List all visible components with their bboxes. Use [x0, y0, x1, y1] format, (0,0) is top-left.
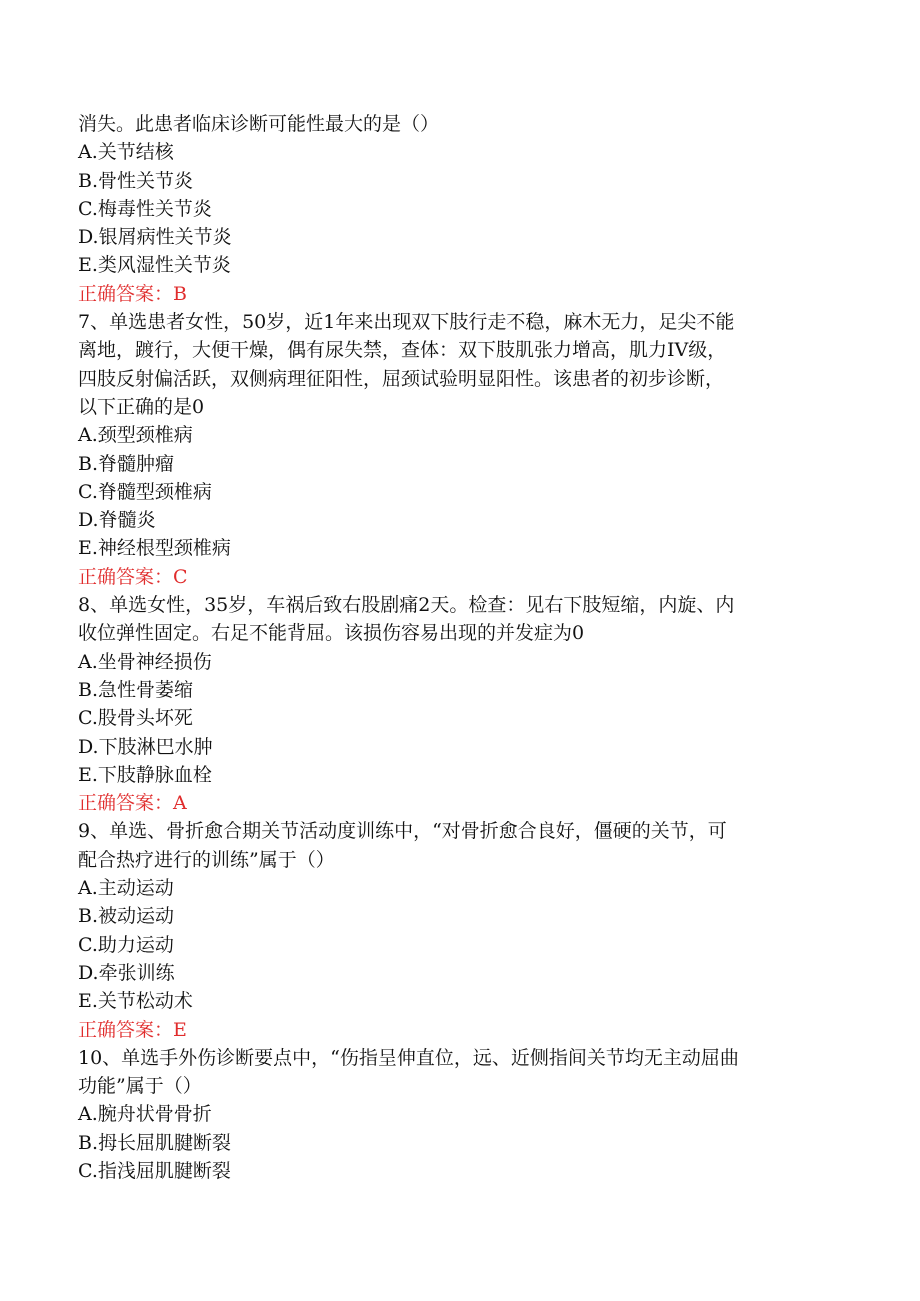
option-a: A.主动运动	[78, 877, 174, 900]
option-e: E.下肢静脉血栓	[78, 763, 212, 786]
option-c: C.梅毒性关节炎	[78, 197, 212, 220]
option-c: C.指浅屈肌腱断裂	[78, 1159, 231, 1182]
option-a: A.颈型颈椎病	[78, 424, 193, 447]
option-c: C.助力运动	[78, 933, 174, 956]
question-10	[78, 1044, 848, 1185]
option-d: D.脊髓炎	[78, 509, 156, 532]
question-text-line: 10、单选手外伤诊断要点中，“伤指呈伸直位，远、近侧指间关节均无主动屈曲	[78, 1046, 739, 1069]
option-a: A.坐骨神经损伤	[78, 650, 212, 673]
question-text-line: 以下正确的是0	[78, 395, 205, 418]
question-text-line: 四肢反射偏活跃，双侧病理征阳性，屈颈试验明显阳性。该患者的初步诊断，	[78, 367, 725, 390]
question-text-line: 7、单选患者女性，50岁，近1年来出现双下肢行走不稳，麻木无力，足尖不能	[78, 311, 735, 334]
question-text-line: 配合热疗进行的训练”属于（）	[78, 848, 335, 871]
question-9	[78, 817, 848, 1043]
question-text-line: 收位弹性固定。右足不能背屈。该损伤容易出现的并发症为0	[78, 622, 585, 645]
correct-answer: 正确答案：A	[78, 792, 187, 815]
option-b: B.骨性关节炎	[78, 169, 194, 192]
question-text-line: 8、单选女性，35岁，车祸后致右股剧痛2天。检查：见右下肢短缩，内旋、内	[78, 594, 735, 617]
document-page	[78, 110, 848, 1185]
option-e: E.关节松动术	[78, 990, 193, 1013]
option-a: A.关节结核	[78, 141, 174, 164]
option-e: E.类风湿性关节炎	[78, 254, 231, 277]
question-7	[78, 308, 848, 591]
question-text-line: 9、单选、骨折愈合期关节活动度训练中，“对骨折愈合良好，僵硬的关节，可	[78, 820, 727, 843]
option-b: B.拇长屈肌腱断裂	[78, 1131, 232, 1154]
option-c: C.股骨头坏死	[78, 707, 193, 730]
correct-answer: 正确答案：B	[78, 282, 187, 305]
option-b: B.急性骨萎缩	[78, 678, 194, 701]
option-e: E.神经根型颈椎病	[78, 537, 231, 560]
question-text-line: 离地，踱行，大便干燥，偶有尿失禁，查体：双下肢肌张力增高，肌力IV级，	[78, 339, 727, 362]
option-d: D.银屑病性关节炎	[78, 226, 232, 249]
question-text-line: 功能”属于（）	[78, 1075, 202, 1098]
question-6-continuation	[78, 110, 848, 308]
question-text: 消失。此患者临床诊断可能性最大的是（）	[78, 113, 440, 135]
question-8	[78, 591, 848, 817]
option-b: B.被动运动	[78, 905, 175, 928]
correct-answer: 正确答案：E	[78, 1018, 187, 1041]
option-a: A.腕舟状骨骨折	[78, 1103, 212, 1126]
option-c: C.脊髓型颈椎病	[78, 480, 212, 503]
option-b: B.脊髓肿瘤	[78, 452, 175, 475]
option-d: D.牵张训练	[78, 961, 175, 984]
correct-answer: 正确答案：C	[78, 565, 188, 588]
option-d: D.下肢淋巴水肿	[78, 735, 213, 758]
